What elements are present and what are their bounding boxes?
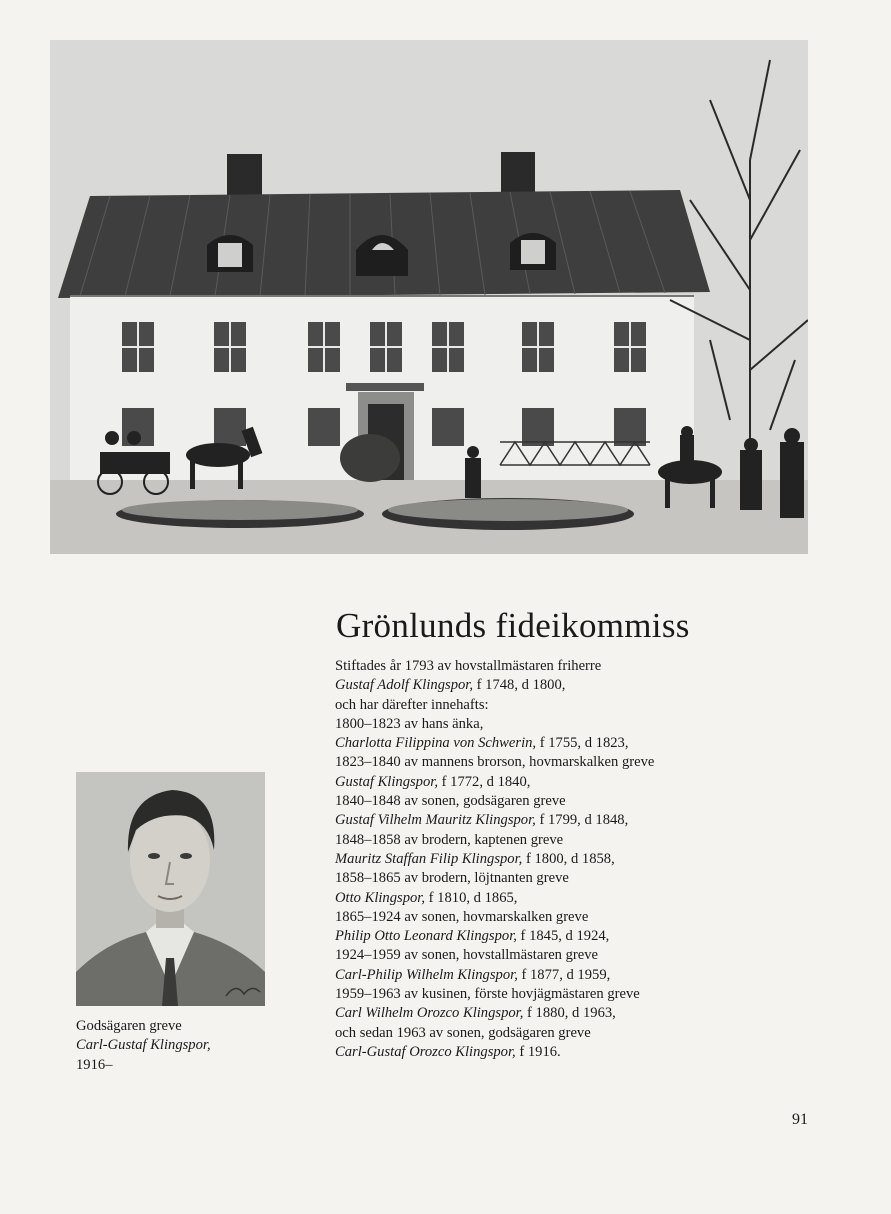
body-text: [335, 657, 795, 1062]
text-line: [335, 927, 795, 946]
life-dates: f 1880, d 1963,: [523, 1005, 616, 1022]
page-title: Grönlunds fideikommiss: [336, 606, 690, 645]
life-dates: f 1772, d 1840,: [438, 773, 531, 790]
caption-name: Carl-Gustaf Klingspor,: [76, 1037, 211, 1054]
text-line: [335, 889, 795, 908]
life-dates: f 1800, d 1858,: [522, 850, 615, 867]
text-line: 1865–1924 av sonen, hovmarskalken greve: [335, 908, 589, 925]
text-line: [335, 773, 795, 792]
text-line: 1800–1823 av hans änka,: [335, 715, 484, 732]
portrait-illustration: [76, 772, 265, 1006]
life-dates: f 1755, d 1823,: [536, 735, 629, 752]
life-dates: f 1748, d 1800,: [473, 677, 566, 694]
text-line: 1823–1840 av mannens brorson, hovmarskalken greve: [335, 754, 655, 771]
text-line: Stiftades år 1793 av hovstallmästaren friherre: [335, 658, 602, 674]
portrait-photo: [76, 772, 265, 1006]
person-name: Mauritz Staffan Filip Klingspor,: [335, 850, 523, 867]
text-line: och har därefter innehafts:: [335, 696, 489, 713]
caption-dates: 1916–: [76, 1056, 113, 1073]
page-number: 91: [792, 1111, 808, 1128]
text-line: [335, 1004, 795, 1023]
manor-house-illustration: [50, 40, 808, 554]
portrait-caption: [76, 1017, 276, 1075]
person-name: Gustaf Adolf Klingspor,: [335, 677, 473, 694]
person-name: Charlotta Filippina von Schwerin,: [335, 735, 537, 752]
person-name: Carl-Gustaf Orozco Klingspor,: [335, 1043, 516, 1060]
life-dates: f 1916.: [515, 1043, 561, 1060]
life-dates: f 1845, d 1924,: [516, 928, 610, 945]
text-line: [335, 811, 795, 830]
text-line: [335, 734, 795, 753]
text-line: [335, 1043, 795, 1062]
text-line: 1840–1848 av sonen, godsägaren greve: [335, 793, 566, 810]
text-line: [335, 850, 795, 869]
person-name: Gustaf Klingspor,: [335, 773, 438, 790]
person-name: Carl-Philip Wilhelm Klingspor,: [335, 966, 518, 983]
person-name: Carl Wilhelm Orozco Klingspor,: [335, 1005, 524, 1022]
person-name: Philip Otto Leonard Klingspor,: [335, 928, 517, 945]
manor-house-photo: [50, 40, 808, 554]
text-line: [335, 676, 795, 695]
text-line: 1848–1858 av brodern, kaptenen greve: [335, 831, 564, 848]
life-dates: f 1799, d 1848,: [535, 812, 629, 829]
text-line: och sedan 1963 av sonen, godsägaren greve: [335, 1024, 591, 1041]
text-line: 1924–1959 av sonen, hovstallmästaren greve: [335, 947, 599, 964]
text-line: 1858–1865 av brodern, löjtnanten greve: [335, 870, 569, 887]
person-name: Gustaf Vilhelm Mauritz Klingspor,: [335, 812, 536, 829]
text-line: 1959–1963 av kusinen, förste hovjägmästaren greve: [335, 986, 640, 1003]
life-dates: f 1877, d 1959,: [517, 966, 611, 983]
life-dates: f 1810, d 1865,: [425, 889, 518, 906]
caption-line: Godsägaren greve: [76, 1018, 182, 1034]
text-line: [335, 966, 795, 985]
person-name: Otto Klingspor,: [335, 889, 426, 906]
